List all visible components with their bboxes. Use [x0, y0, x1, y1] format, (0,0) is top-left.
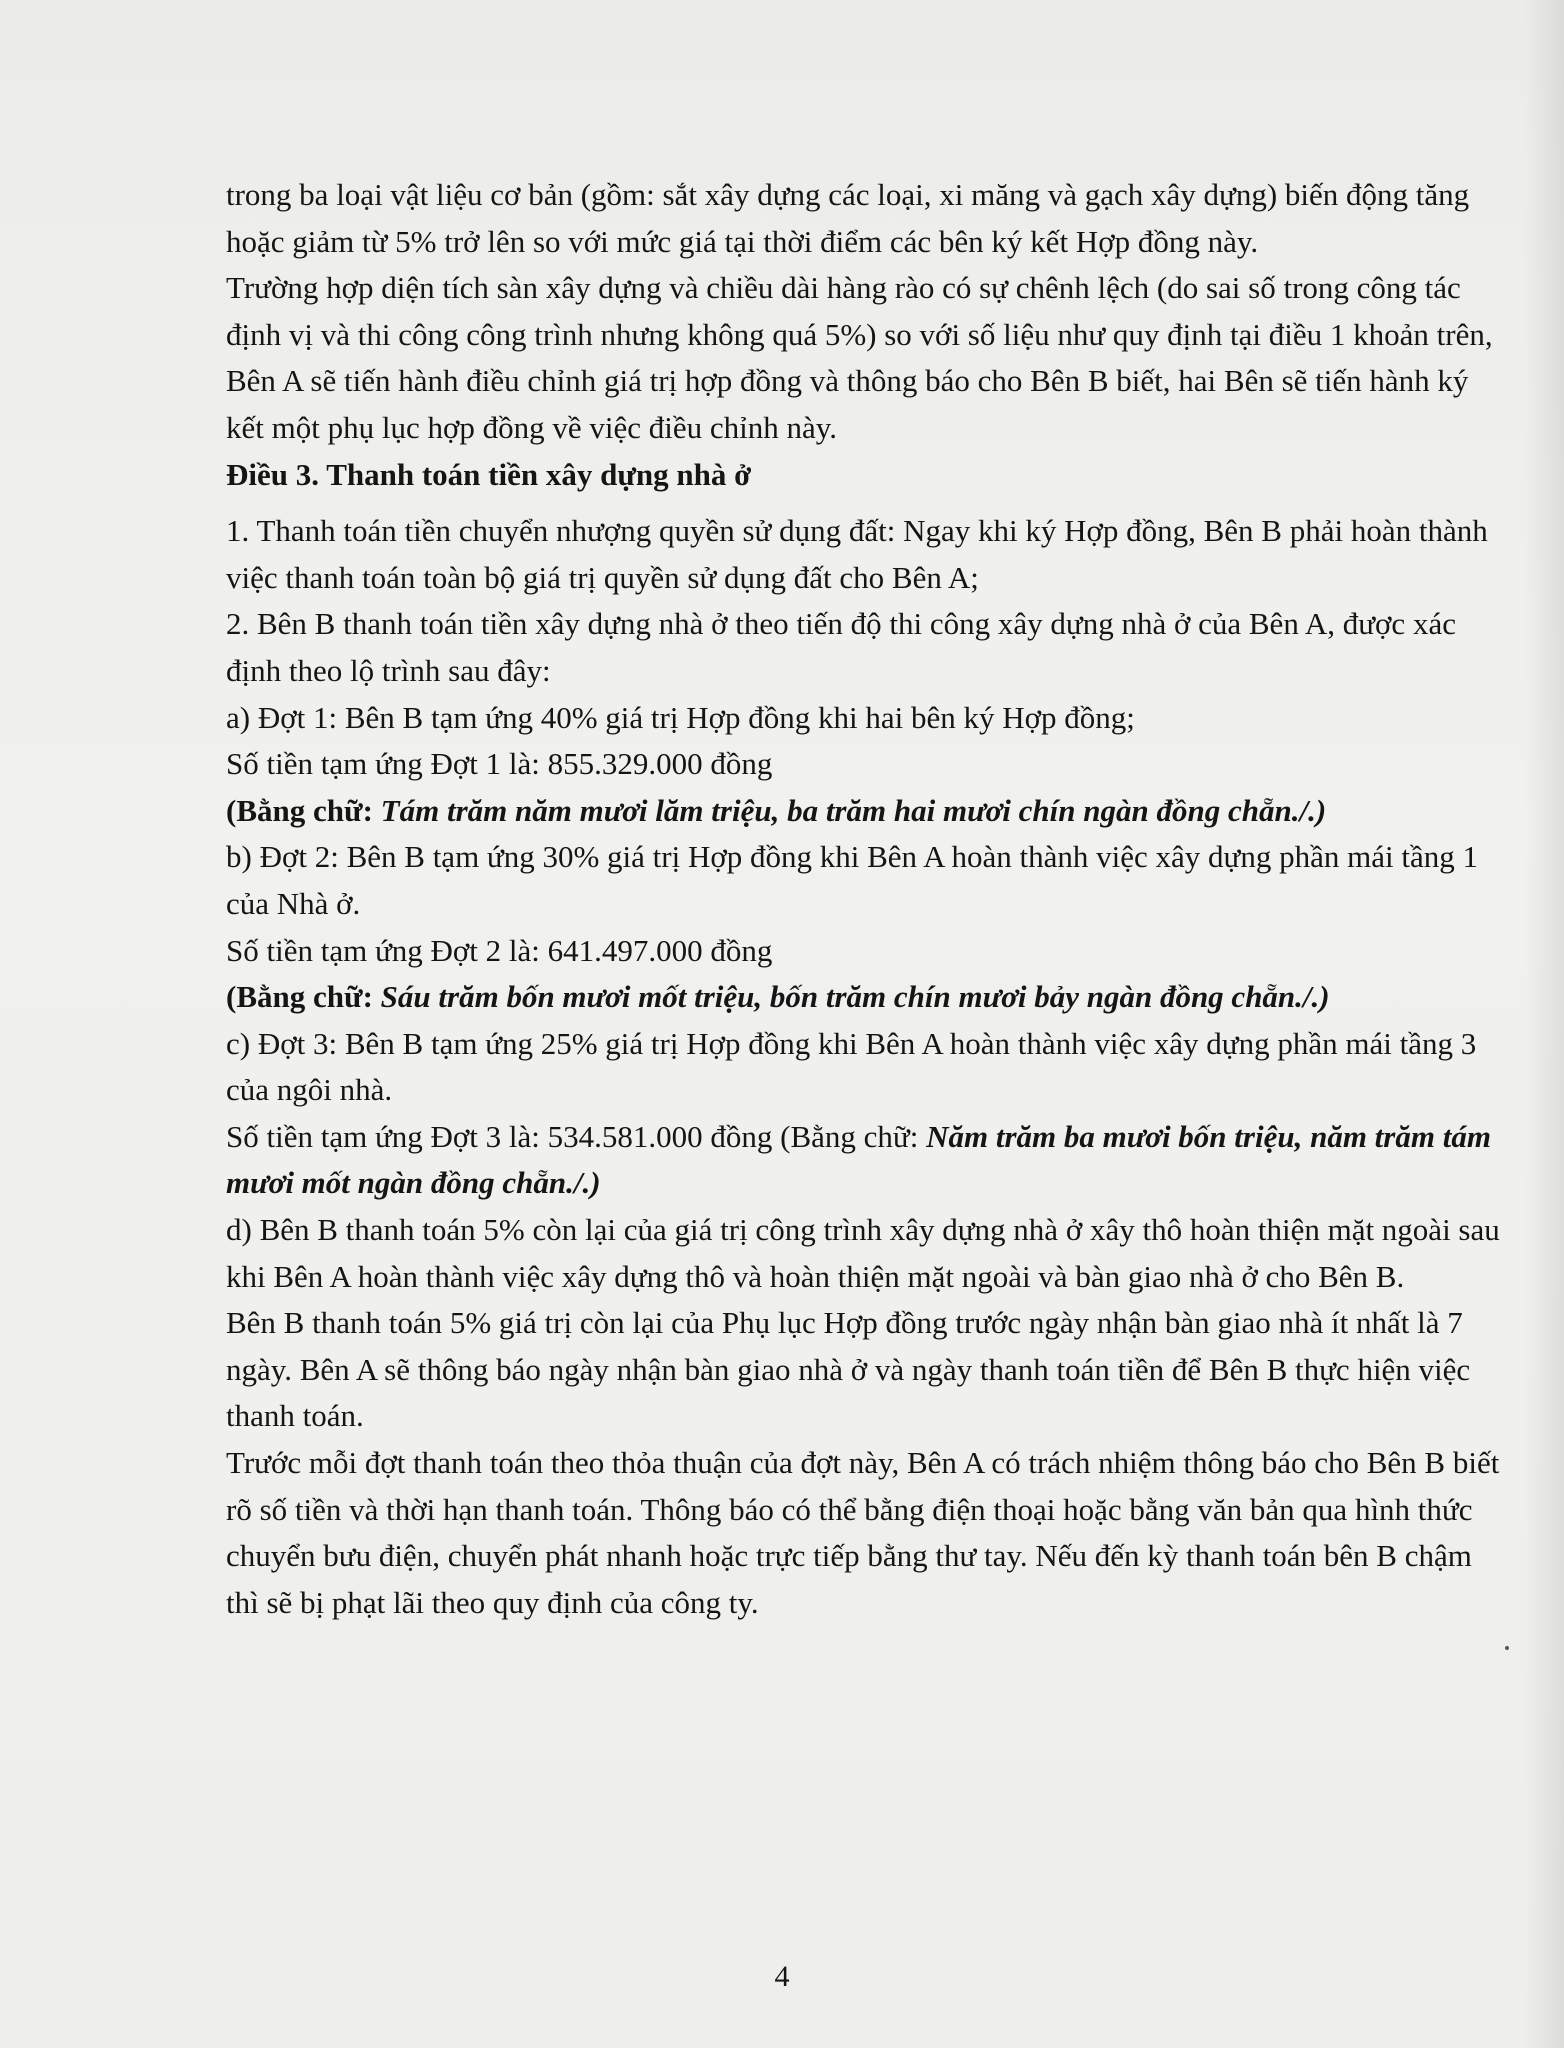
paragraph-phase-2 [226, 834, 1506, 927]
paragraph-text: d) Bên B thanh toán 5% còn lại của giá trị công trình xây dựng nhà ở xây thô hoàn thiện mặt ngoài sau khi Bên A hoàn thành việc xây dựng thô và hoàn thiện mặt ngoài và bàn giao nhà ở cho Bên B. [226, 1212, 1500, 1294]
paragraph-text: Số tiền tạm ứng Đợt 2 là: 641.497.000 đồng [226, 932, 773, 968]
paragraph-item-2 [226, 601, 1506, 694]
paragraph-area-difference [226, 265, 1506, 451]
paragraph-phase-1-words [226, 788, 1506, 835]
paragraph-text: Bên B thanh toán 5% giá trị còn lại của Phụ lục Hợp đồng trước ngày nhận bàn giao nhà ít nhất là 7 ngày. Bên A sẽ thông báo ngày nhận bàn giao nhà ở và ngày thanh toán tiền để Bên B thực hiện việc thanh toán. [226, 1305, 1471, 1434]
paragraph-materials-clause [226, 172, 1506, 265]
paragraph-text: a) Đợt 1: Bên B tạm ứng 40% giá trị Hợp đồng khi hai bên ký Hợp đồng; [226, 699, 1135, 735]
document-body [226, 172, 1506, 1626]
paragraph-text: 2. Bên B thanh toán tiền xây dựng nhà ở theo tiến độ thi công xây dựng nhà ở của Bên A, được xác định theo lộ trình sau đây: [226, 606, 1456, 688]
paragraph-phase-2-amount [226, 928, 1506, 975]
amount-words-text: Năm trăm ba mươi bốn triệu, năm trăm tám mươi mốt ngàn đồng chẵn./.) [226, 1118, 1491, 1201]
paragraph-phase-3-amount [226, 1114, 1506, 1207]
paragraph-item-1 [226, 508, 1506, 601]
amount-words-text: Tám trăm năm mươi lăm triệu, ba trăm hai mươi chín ngàn đồng chẵn./.) [380, 792, 1327, 828]
paragraph-text: trong ba loại vật liệu cơ bản (gồm: sắt xây dựng các loại, xi măng và gạch xây dựng) biến động tăng hoặc giảm từ 5% trở lên so với mức giá tại thời điểm các bên ký kết Hợp đồng này. [226, 177, 1470, 259]
paragraph-notice-clause [226, 1440, 1506, 1626]
paragraph-phase-3 [226, 1021, 1506, 1114]
paragraph-text: c) Đợt 3: Bên B tạm ứng 25% giá trị Hợp đồng khi Bên A hoàn thành việc xây dựng phần mái tầng 3 của ngôi nhà. [226, 1025, 1477, 1108]
margin-dot [1505, 1646, 1509, 1650]
paragraph-text: Trước mỗi đợt thanh toán theo thỏa thuận của đợt này, Bên A có trách nhiệm thông báo cho Bên B biết rõ số tiền và thời hạn thanh toán. Thông báo có thể bằng điện thoại hoặc bằng văn bản qua hình thức chuyển bưu điện, chuyển phát nhanh hoặc trực tiếp bằng thư tay. Nếu đến kỳ thanh toán bên B chậm thì sẽ bị phạt lãi theo quy định của công ty. [226, 1445, 1500, 1620]
amount-words-text: Sáu trăm bốn mươi mốt triệu, bốn trăm chín mươi bảy ngàn đồng chẵn./.) [380, 979, 1330, 1015]
paragraph-text: Số tiền tạm ứng Đợt 1 là: 855.329.000 đồng [226, 746, 773, 782]
amount-words-label: (Bằng chữ: [226, 792, 381, 828]
amount-words-label: (Bằng chữ: [226, 979, 381, 1015]
heading-text: Điều 3. Thanh toán tiền xây dựng nhà ở [226, 456, 752, 492]
paragraph-text: b) Đợt 2: Bên B tạm ứng 30% giá trị Hợp đồng khi Bên A hoàn thành việc xây dựng phần mái tầng 1 của Nhà ở. [226, 839, 1478, 921]
paragraph-phase-1 [226, 695, 1506, 742]
paragraph-text: Trường hợp diện tích sàn xây dựng và chiều dài hàng rào có sự chênh lệch (do sai số trong công tác định vị và thi công công trình nhưng không quá 5%) so với số liệu như quy định tại điều 1 khoản trên, Bên A sẽ tiến hành điều chỉnh giá trị hợp đồng và thông báo cho Bên B biết, hai Bên sẽ tiến hành ký kết một phụ lục hợp đồng về việc điều chỉnh này. [226, 270, 1493, 445]
paragraph-phase-2-words [226, 974, 1506, 1021]
paragraph-phase-4 [226, 1207, 1506, 1300]
page-number: 4 [774, 1960, 790, 1993]
paragraph-phase-1-amount [226, 741, 1506, 788]
paragraph-final-payment [226, 1300, 1506, 1440]
paragraph-text: 1. Thanh toán tiền chuyển nhượng quyền sử dụng đất: Ngay khi ký Hợp đồng, Bên B phải hoàn thành việc thanh toán toàn bộ giá trị quyền sử dụng đất cho Bên A; [226, 513, 1488, 595]
article-3-heading [226, 452, 1506, 499]
paragraph-text: Số tiền tạm ứng Đợt 3 là: 534.581.000 đồng (Bằng chữ: [226, 1118, 927, 1154]
